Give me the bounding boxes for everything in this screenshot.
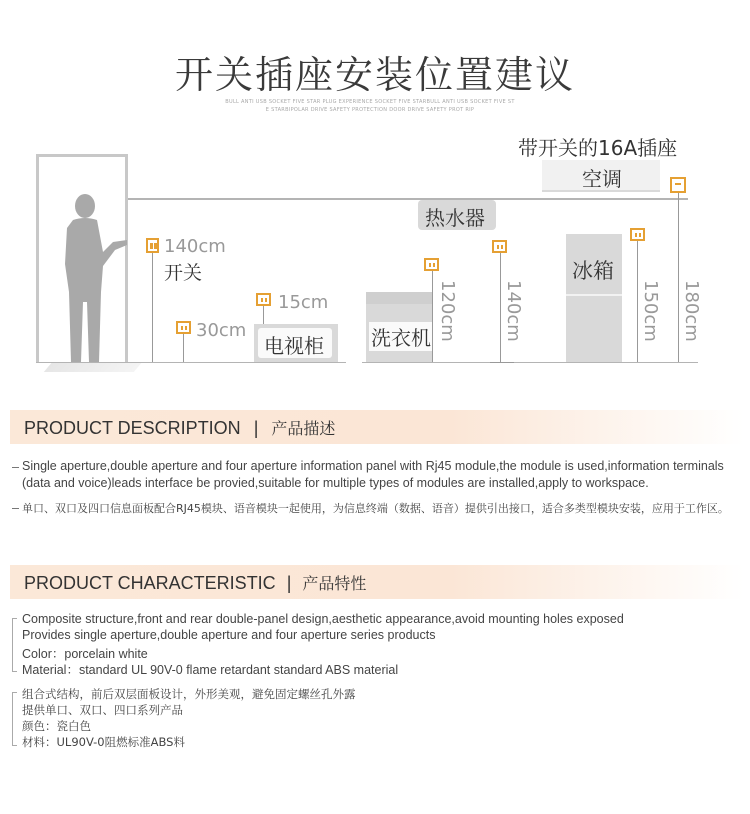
washing-machine-label: 洗衣机	[369, 322, 433, 351]
switch-pole	[152, 253, 153, 362]
air-conditioner-label: 空调	[582, 167, 622, 191]
characteristic-heading-cn: 产品特性	[302, 574, 367, 593]
switch-height-label: 140cm	[164, 236, 226, 257]
fridge	[566, 234, 622, 362]
washer-pole	[432, 271, 433, 362]
ac-socket-caption: 带开关的16A插座	[518, 136, 678, 160]
heater-socket-icon	[492, 240, 507, 253]
description-cn-line: 单口、双口及四口信息面板配合RJ45模块、语音模块一起使用，为信息终端（数据、语音）提供引出接口，适合多类型模块安装，应用于工作区。	[22, 502, 729, 515]
subtitle-line-1: BULL ANTI USB SOCKET FIVE STAR PLUG EXPERIENCE SOCKET FIVE STARBULL ANTI USB SOCKET FIVE ST	[225, 99, 515, 105]
heater-pole	[500, 253, 501, 362]
heater-height-label: 140cm	[503, 280, 524, 342]
floor-line-right	[362, 362, 698, 363]
characteristic-cn-item: 颜色：瓷白色	[22, 719, 91, 733]
characteristic-heading	[24, 571, 366, 594]
tv-socket-pole	[263, 306, 264, 324]
fridge-pole	[637, 241, 638, 362]
washing-machine-top	[366, 292, 432, 304]
characteristic-en-item: Material：standard UL 90V-0 flame retardant standard ABS material	[22, 663, 399, 677]
person-silhouette	[55, 192, 135, 364]
floor-line-left	[36, 362, 346, 363]
tv-socket-height-label: 15cm	[278, 292, 329, 313]
fridge-socket-icon	[630, 228, 645, 241]
subtitle-line-2: E STARBIPOLAR DRIVE SAFETY PROTECTION DOOR DRIVE SAFETY PROT RIP	[265, 107, 475, 113]
floor-socket-pole	[183, 334, 184, 362]
characteristic-cn-item: 提供单口、双口、四口系列产品	[22, 703, 183, 717]
switch-label: 开关	[164, 262, 203, 284]
page-title: 开关插座安装位置建议	[174, 53, 575, 97]
fridge-height-label: 150cm	[640, 280, 661, 342]
ac-socket-icon	[670, 177, 686, 193]
wall-line	[128, 198, 688, 200]
characteristic-cn-item: 材料：UL90V-0阻燃标准ABS料	[22, 735, 185, 749]
description-heading	[24, 416, 335, 439]
characteristic-cn-item: 组合式结构，前后双层面板设计，外形美观，避免固定螺丝孔外露	[22, 687, 356, 701]
tv-cabinet-label: 电视柜	[264, 334, 324, 358]
characteristic-en-bracket	[12, 618, 17, 672]
characteristic-heading-en: PRODUCT CHARACTERISTIC	[24, 573, 276, 593]
washer-socket-icon	[424, 258, 439, 271]
bullet-dash	[12, 467, 19, 468]
characteristic-en-item: Provides single aperture,double aperture and four aperture series products	[22, 628, 436, 642]
fridge-label: 冰箱	[572, 259, 614, 283]
ac-height-label: 180cm	[681, 280, 702, 342]
fridge-divider	[566, 294, 622, 296]
description-en-line-1: Single aperture,double aperture and four aperture information panel with Rj45 module,the module is used,information terminals	[22, 459, 724, 473]
characteristic-heading-separator: |	[286, 573, 292, 593]
installation-diagram	[0, 120, 750, 380]
tv-socket-icon	[256, 293, 271, 306]
characteristic-en-item: Composite structure,front and rear double-panel design,aesthetic appearance,avoid mounting holes exposed	[22, 612, 624, 626]
floor-socket-icon	[176, 321, 191, 334]
characteristic-en-item: Color：porcelain white	[22, 647, 148, 661]
description-en-line-2: (data and voice)leads interface be provied,suitable for multiple types of modules are installed,apply to workspace.	[22, 476, 649, 490]
description-heading-separator: |	[253, 418, 259, 438]
floor-socket-height-label: 30cm	[196, 320, 247, 341]
heater-pole-base	[490, 362, 514, 363]
washer-height-label: 120cm	[437, 280, 458, 342]
description-heading-en: PRODUCT DESCRIPTION	[24, 418, 241, 438]
bullet-dash	[12, 508, 19, 509]
water-heater-label: 热水器	[425, 206, 485, 230]
ac-pole	[678, 193, 679, 362]
switch-icon	[146, 238, 159, 253]
description-heading-cn: 产品描述	[271, 419, 336, 438]
characteristic-cn-bracket	[12, 692, 17, 746]
